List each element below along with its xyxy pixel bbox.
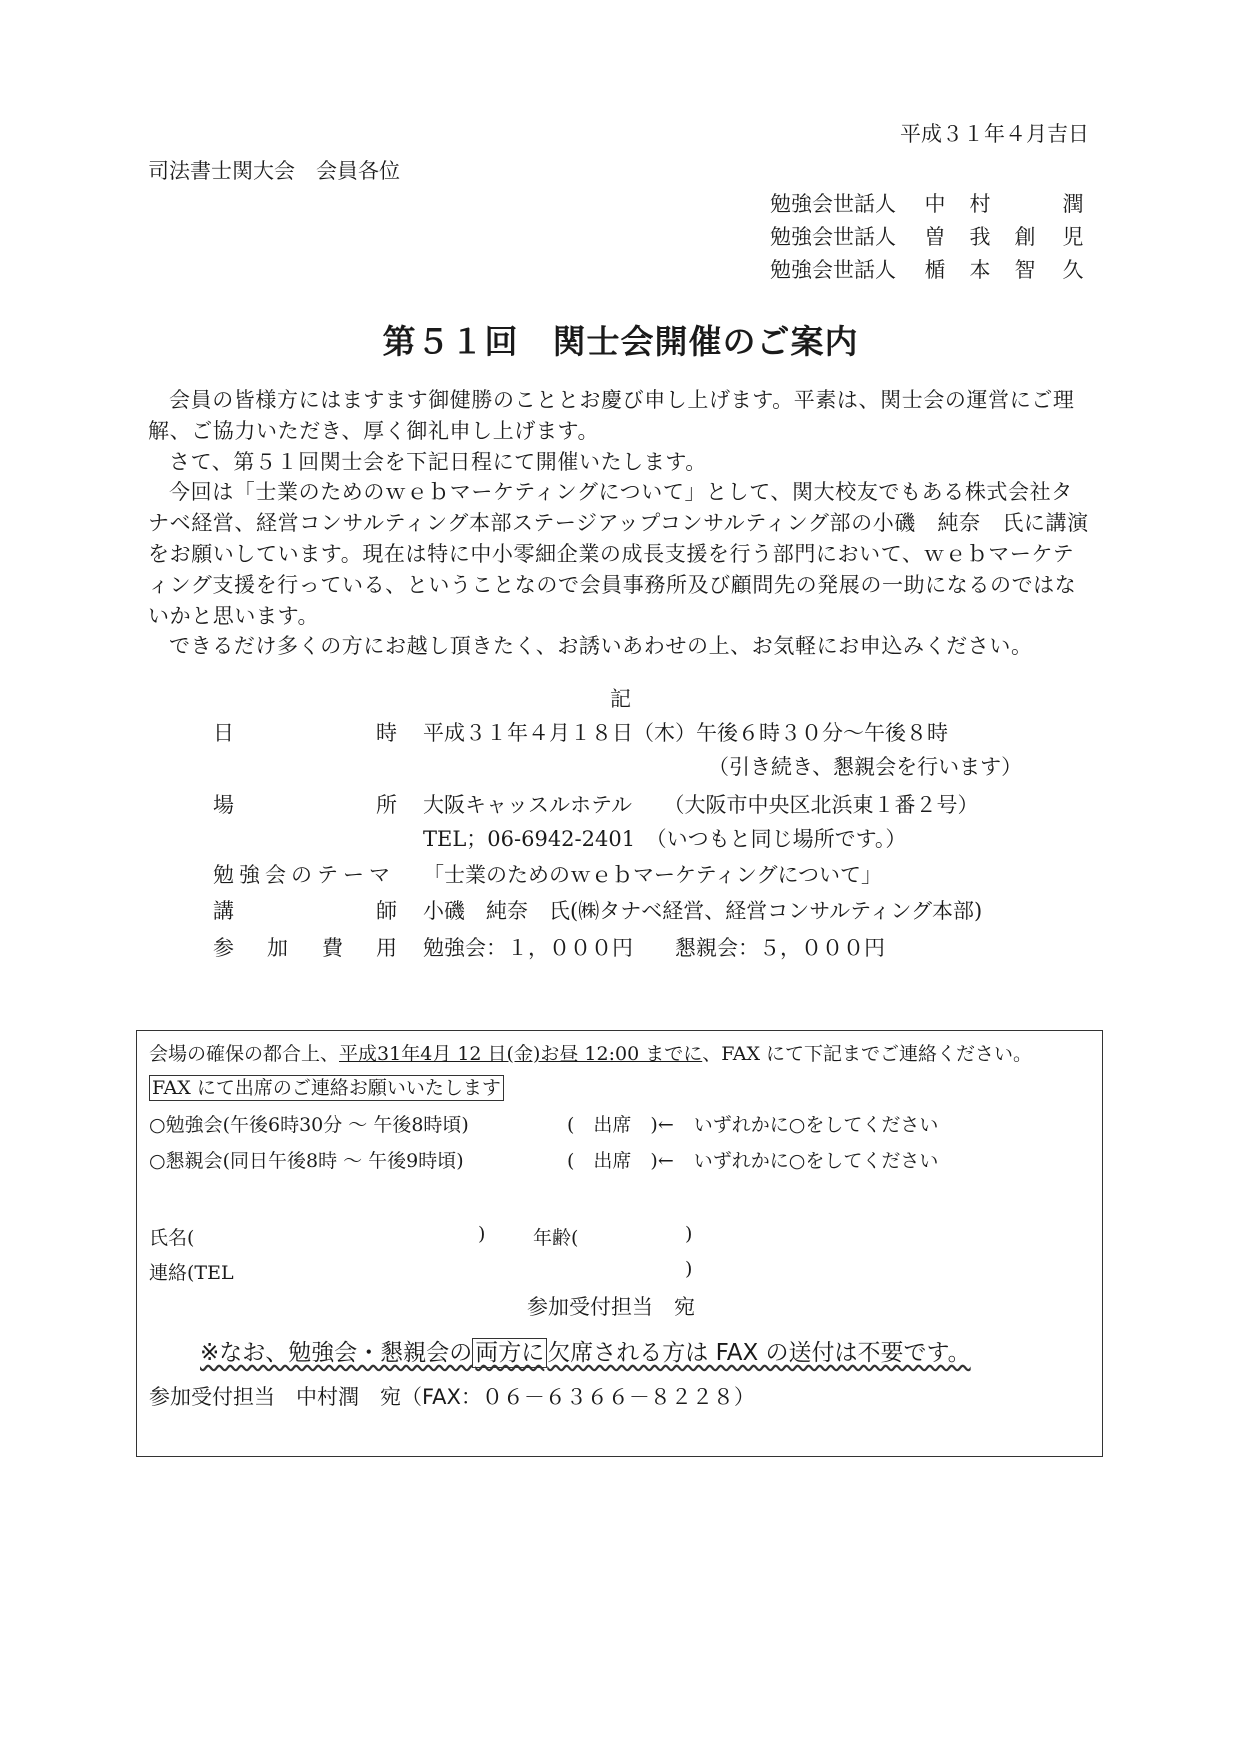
body-paragraph: さて、第５１回関士会を下記日程にて開催いたします。 — [169, 449, 707, 474]
organizer-row — [770, 188, 1090, 222]
age-close: ) — [685, 1223, 693, 1245]
organizer-row — [770, 254, 1090, 288]
circle-note: いずれかに○をしてください — [693, 1150, 939, 1172]
organizer-name-char: 児 — [1062, 225, 1084, 249]
organizer-name-char: 久 — [1062, 258, 1084, 282]
organizer-name-char: 我 — [969, 225, 991, 249]
organizer-name-char: 潤 — [1062, 192, 1084, 216]
fax-request — [149, 1073, 504, 1100]
circle-note: いずれかに○をしてください — [693, 1114, 939, 1136]
contact-field[interactable] — [149, 1258, 234, 1285]
notice-prefix: 会場の確保の都合上、 — [149, 1043, 340, 1065]
party-option[interactable] — [149, 1146, 464, 1173]
body-paragraph: できるだけ多くの方にお越し頂きたく、お誘いあわせの上、お気軽にお申込みください。 — [169, 634, 1033, 659]
organizer-name-char: 曽 — [924, 225, 946, 249]
study-option[interactable] — [149, 1110, 469, 1137]
organizer-role: 勉強会世話人 — [770, 258, 896, 282]
organizer-name-char: 智 — [1014, 258, 1036, 282]
study-attend[interactable] — [567, 1110, 938, 1137]
reply-form — [136, 1030, 1103, 1457]
attend-field: ( 出席 )← — [567, 1114, 674, 1136]
body-text — [148, 385, 1093, 662]
detail-label: 講 — [213, 899, 234, 923]
detail-label: 加 — [267, 936, 288, 960]
detail-label: 師 — [376, 899, 397, 923]
detail-label: 用 — [376, 936, 397, 960]
addressee: 司法書士関大会 会員各位 — [148, 159, 400, 183]
contact-close: ) — [685, 1258, 693, 1280]
age-field[interactable] — [533, 1223, 578, 1250]
name-label: 氏名( — [149, 1227, 195, 1249]
detail-label: 勉強会のテーマ — [213, 863, 395, 887]
detail-value: 平成３１年４月１８日（木）午後６時３０分～午後８時 — [423, 721, 948, 745]
organizer-row — [770, 221, 1090, 255]
name-close: ) — [478, 1223, 486, 1245]
fax-request-label: FAX にて出席のご連絡お願いいたします — [149, 1075, 504, 1101]
reception-to: 参加受付担当 宛 — [527, 1295, 695, 1319]
absence-note-post: 欠席される方は FAX の送付は不要です。 — [547, 1340, 971, 1366]
attend-field: ( 出席 )← — [567, 1150, 674, 1172]
page-title: 第５１回 関士会開催のご案内 — [382, 322, 859, 361]
age-label: 年齢( — [533, 1227, 579, 1249]
document-date: 平成３１年４月吉日 — [900, 122, 1089, 146]
detail-label: 参 — [213, 936, 234, 960]
absence-note-pre: ※なお、勉強会・懇親会の — [200, 1340, 473, 1366]
detail-note: （引き続き、懇親会を行います） — [708, 755, 1023, 779]
organizer-name-char: 中 — [924, 192, 946, 216]
detail-value: 「士業のためのｗｅｂマーケティングについて」 — [423, 863, 883, 887]
detail-label: 日 — [213, 721, 234, 745]
organizer-role: 勉強会世話人 — [770, 192, 896, 216]
ki-heading: 記 — [610, 687, 631, 711]
party-attend[interactable] — [567, 1146, 938, 1173]
form-notice — [149, 1039, 1032, 1066]
absence-note-boxed: 両方に — [472, 1338, 547, 1368]
fax-contact: 参加受付担当 中村潤 宛（FAX：０６－６３６６－８２２８） — [149, 1385, 755, 1409]
detail-value: TEL；06-6942-2401 （いつもと同じ場所です。） — [423, 827, 907, 851]
detail-label: 費 — [322, 936, 343, 960]
organizer-name-char: 村 — [969, 192, 991, 216]
contact-label: 連絡(TEL — [149, 1262, 234, 1284]
detail-label: 時 — [376, 721, 397, 745]
organizer-role: 勉強会世話人 — [770, 225, 896, 249]
name-field[interactable] — [149, 1223, 194, 1250]
notice-deadline: 平成31年4月 12 日(金)お昼 12:00 までに — [339, 1043, 703, 1065]
party-option-label: ○懇親会(同日午後8時 ～ 午後9時頃) — [149, 1150, 464, 1172]
detail-value: 勉強会：１，０００円 懇親会：５，０００円 — [423, 936, 885, 960]
notice-suffix: 、FAX にて下記までご連絡ください。 — [702, 1043, 1033, 1065]
study-option-label: ○勉強会(午後6時30分 ～ 午後8時頃) — [149, 1114, 469, 1136]
organizer-name-char: 創 — [1014, 225, 1036, 249]
body-paragraph: 会員の皆様方にはますます御健勝のこととお慶び申し上げます。平素は、関士会の運営にご理解、ご協力いただき、厚く御礼申し上げます。 — [148, 388, 1075, 443]
absence-note — [200, 1334, 971, 1367]
detail-value: 小磯 純奈 氏(㈱タナベ経営、経営コンサルティング本部) — [423, 899, 983, 923]
detail-label: 所 — [376, 793, 397, 817]
organizer-name-char: 本 — [969, 258, 991, 282]
detail-label: 場 — [213, 793, 234, 817]
detail-value: 大阪キャッスルホテル （大阪市中央区北浜東１番２号） — [423, 793, 979, 817]
organizer-name-char: 楯 — [924, 258, 946, 282]
body-paragraph: 今回は「士業のためのｗｅｂマーケティングについて」として、関大校友でもある株式会社タナベ経営、経営コンサルティング本部ステージアップコンサルティング部の小磯 純奈 氏に講演をお願いしています。現在は特に中小零細企業の成長支援を行う部門において、ｗｅｂマーケティング支援を行っている、ということなので会員事務所及び顧問先の発展の一助になるのではないかと思います。 — [148, 480, 1089, 628]
